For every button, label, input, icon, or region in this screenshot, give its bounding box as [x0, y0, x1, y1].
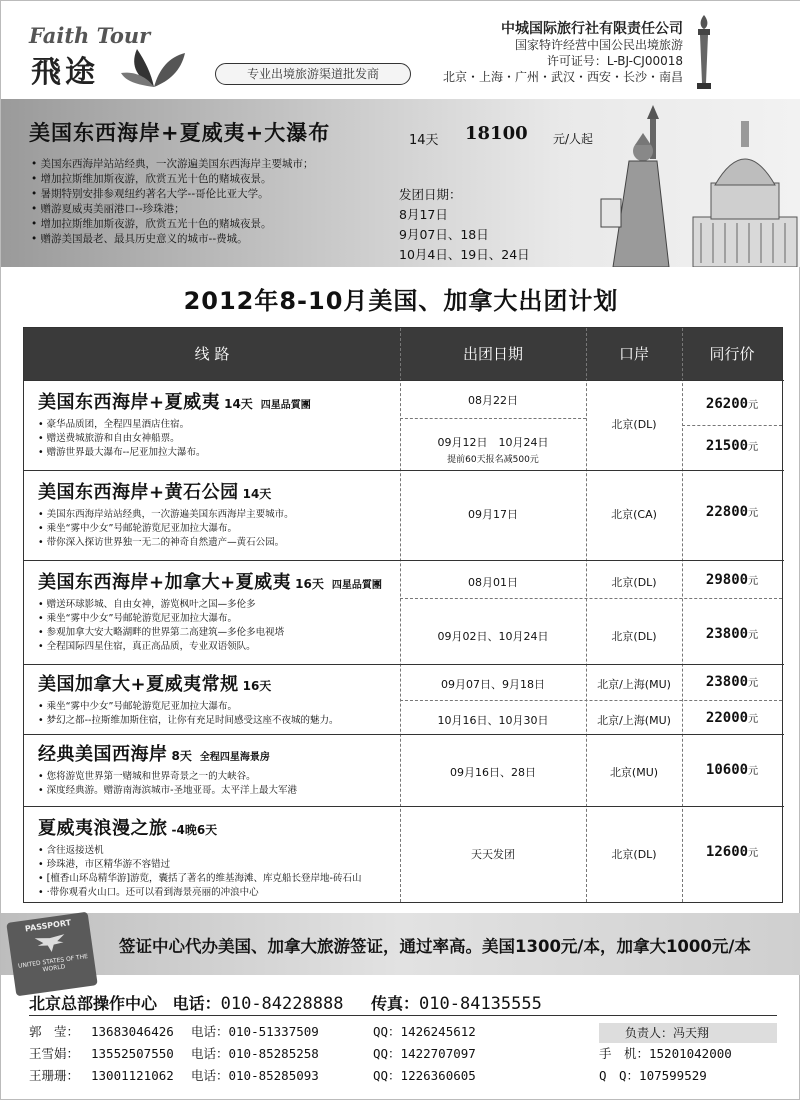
- route-days: 16天: [242, 679, 272, 693]
- manager-label: 负责人：冯天翔: [599, 1023, 777, 1043]
- manager-contact: [599, 1043, 732, 1087]
- departure-port-cell: 北京(DL): [611, 418, 657, 431]
- departure-date-cell: 08月01日: [468, 576, 518, 589]
- price-cell: [682, 572, 782, 588]
- header: [1, 1, 800, 99]
- row-divider: [24, 806, 784, 807]
- staff-row: [29, 1065, 476, 1087]
- route-highlights: [38, 770, 297, 798]
- price-cell: [682, 762, 782, 778]
- staff-row: [29, 1021, 476, 1043]
- departure-date-cell: 09月17日: [468, 508, 518, 521]
- route-highlight: • 赠送费城旅游和自由女神船票。: [38, 432, 311, 446]
- staff-mobile: 13552507550: [91, 1046, 174, 1061]
- departure-date-cell: 09月16日、28日: [450, 766, 536, 779]
- price-cell: [682, 844, 782, 860]
- staff-contacts: [29, 1021, 476, 1087]
- route-highlights: [38, 844, 361, 900]
- departure-port-cell: 北京(DL): [611, 576, 657, 589]
- featured-tour-price-unit: 元/人起: [553, 132, 594, 146]
- staff-qq: QQ：1426245612: [373, 1024, 476, 1039]
- logo-english: Faith Tour: [29, 23, 151, 48]
- column-divider: [400, 328, 401, 902]
- route-highlight: • 乘坐“雾中少女”号邮轮游览尼亚加拉大瀑布。: [38, 700, 338, 714]
- license-number: 许可证号：L-BJ-CJ00018: [546, 54, 683, 68]
- price-value: 23800: [705, 626, 749, 642]
- company-info: [443, 21, 683, 85]
- phone-number: 010-84228888: [220, 994, 344, 1014]
- headquarters-name: 北京总部操作中心: [29, 994, 158, 1013]
- price-value: 21500: [705, 438, 749, 454]
- staff-phone: 电话：010-85285258: [191, 1046, 319, 1061]
- passport-sub: UNITED STATES OF THE WORLD: [17, 953, 89, 974]
- price-cell: [682, 674, 782, 690]
- price-value: 23800: [705, 674, 749, 690]
- route-days: -4晚6天: [171, 823, 218, 837]
- departure-date-cell: 08月22日: [468, 394, 518, 407]
- route-title: 经典美国西海岸: [38, 744, 168, 765]
- route-title: 美国东西海岸+黄石公园: [38, 482, 239, 503]
- route-highlights: [38, 598, 382, 654]
- visa-service-banner: [1, 913, 800, 975]
- route-title: 美国东西海岸+夏威夷: [38, 392, 221, 413]
- price-currency: 元: [748, 576, 759, 587]
- route-row-6: [38, 814, 361, 900]
- route-highlight: • 带你深入探访世界独一无二的神奇自然遗产—黄石公园。: [38, 536, 294, 550]
- route-highlight: • 乘坐“雾中少女”号邮轮游览尼亚加拉大瀑布。: [38, 522, 294, 536]
- leaf-logo-icon: [119, 39, 189, 89]
- route-highlights: [38, 508, 294, 550]
- departure-date-cell: 天天发团: [471, 848, 515, 861]
- route-title: 美国东西海岸+加拿大+夏威夷: [38, 572, 292, 593]
- departure-port-cell: 北京(CA): [611, 508, 657, 521]
- route-highlight: • 赠送环球影城、自由女神，游览枫叶之国—多伦多: [38, 598, 382, 612]
- route-tag: 四星品質團: [331, 580, 382, 591]
- branch-cities: 北京・上海・广州・武汉・西安・长沙・南昌: [442, 70, 683, 84]
- route-highlight: • 全程国际四星住宿，真正高品质，专业双语领队。: [38, 640, 382, 654]
- fax-label: 传真：: [371, 994, 420, 1013]
- featured-tour-highlights: [31, 157, 314, 247]
- departure-date: 9月07日、18日: [399, 227, 489, 242]
- row-divider: [24, 734, 784, 735]
- route-highlight: • 珍珠港，市区精华游不容错过: [38, 858, 361, 872]
- staff-row: [29, 1043, 476, 1065]
- highlight-item: • 增加拉斯维加斯夜游，欣赏五光十色的赌城夜景。: [31, 217, 314, 232]
- staff-phone: 电话：010-51337509: [191, 1024, 319, 1039]
- price-value: 10600: [705, 762, 749, 778]
- price-value: 22800: [705, 504, 749, 520]
- route-highlight: • 赠游世界最大瀑布--尼亚加拉大瀑布。: [38, 446, 311, 460]
- subrow-divider: [400, 700, 782, 701]
- route-title: 美国加拿大+夏威夷常规: [38, 674, 239, 695]
- column-header-port: 口岸: [586, 328, 682, 380]
- price-currency: 元: [748, 508, 759, 519]
- route-highlight: • 美国东西海岸站站经典，一次游遍美国东西海岸主要城市。: [38, 508, 294, 522]
- visa-service-text: 签证中心代办美国、加拿大旅游签证，通过率高。美国1300元/本，加拿大1000元/本: [119, 937, 751, 956]
- passport-label: PASSPORT: [24, 918, 72, 934]
- subrow-divider: [400, 418, 586, 419]
- route-days: 16天: [295, 577, 324, 591]
- departure-port-cell: 北京(DL): [611, 630, 657, 643]
- departure-dates-label: 发团日期：: [399, 187, 462, 202]
- featured-tour-banner: [1, 99, 800, 267]
- price-currency: 元: [748, 630, 759, 641]
- route-highlight: • 参观加拿大安大略湖畔的世界第二高建筑—多伦多电视塔: [38, 626, 382, 640]
- departure-port-cell: 北京/上海(MU): [597, 678, 671, 691]
- manager-mobile: 手 机：15201042000: [599, 1046, 732, 1061]
- route-title: 夏威夷浪漫之旅: [38, 818, 168, 839]
- departure-port-cell: 北京/上海(MU): [597, 714, 671, 727]
- column-divider: [682, 328, 683, 902]
- column-header-price: 同行价: [682, 328, 782, 380]
- route-days: 8天: [171, 749, 192, 763]
- company-name: 中城国际旅行社有限责任公司: [501, 21, 683, 37]
- price-cell: [682, 396, 782, 412]
- headquarters-contact: [29, 991, 542, 1014]
- highlight-item: • 赠游夏威夷美丽港口--珍珠港；: [31, 202, 314, 217]
- early-booking-note: 提前60天报名减500元: [447, 455, 539, 465]
- price-cell: [682, 710, 782, 726]
- price-currency: 元: [748, 442, 759, 453]
- route-highlights: [38, 700, 338, 728]
- route-days: 14天: [224, 397, 253, 411]
- price-value: 22000: [705, 710, 749, 726]
- phone-label: 电话：: [172, 994, 221, 1013]
- featured-tour-price: 18100: [465, 123, 528, 144]
- departure-date: 8月17日: [399, 207, 448, 222]
- route-tag: 四星品質團: [260, 400, 311, 411]
- price-currency: 元: [748, 714, 759, 725]
- route-highlight: • 豪华品质团，全程四星酒店住宿。: [38, 418, 311, 432]
- route-highlight: • 含往返接送机: [38, 844, 361, 858]
- route-highlight: • 您将游览世界第一赌城和世界奇景之一的大峡谷。: [38, 770, 297, 784]
- logo-chinese: 飛途: [31, 55, 99, 90]
- route-highlight: • [檀香山环岛精华游]游览，囊括了著名的维基海滩、库克船长登岸地-砖石山: [38, 872, 361, 886]
- highlight-item: • 美国东西海岸站站经典，一次游遍美国东西海岸主要城市；: [31, 157, 314, 172]
- subrow-divider: [682, 425, 782, 426]
- column-divider: [586, 328, 587, 902]
- route-row-3: [38, 568, 382, 654]
- staff-name: 郭 莹：: [29, 1024, 80, 1039]
- price-currency: 元: [748, 766, 759, 777]
- tour-schedule-table: [23, 327, 783, 903]
- departure-port-cell: 北京(DL): [611, 848, 657, 861]
- row-divider: [24, 470, 784, 471]
- column-header-dates: 出团日期: [400, 328, 586, 380]
- departure-date-cell: 09月07日、9月18日: [441, 678, 545, 691]
- route-highlights: [38, 418, 311, 460]
- price-value: 12600: [705, 844, 749, 860]
- staff-qq: QQ：1422707097: [373, 1046, 476, 1061]
- route-tag: 全程四星海景房: [199, 752, 270, 763]
- eagle-icon: [32, 932, 68, 955]
- price-value: 29800: [705, 572, 749, 588]
- staff-name: 王珊珊：: [29, 1068, 80, 1083]
- price-cell: [682, 504, 782, 520]
- manager-qq: Q Q：107599529: [599, 1068, 707, 1083]
- featured-tour-days: 14天: [409, 133, 439, 148]
- route-row-2: [38, 478, 294, 550]
- staff-name: 王雪娟：: [29, 1046, 80, 1061]
- departure-date-cell: 09月12日 10月24日: [437, 436, 549, 449]
- route-highlight: • 深度经典游。赠游南海滨城市-圣地亚哥。太平洋上最大军港: [38, 784, 297, 798]
- torch-icon: [691, 13, 717, 93]
- staff-qq: QQ：1226360605: [373, 1068, 476, 1083]
- featured-tour-title: 美国东西海岸+夏威夷+大瀑布: [29, 121, 331, 145]
- subrow-divider: [400, 598, 782, 599]
- departure-date: 10月4日、19日、24日: [399, 247, 530, 262]
- row-divider: [24, 380, 784, 381]
- price-value: 26200: [705, 396, 749, 412]
- fax-number: 010-84135555: [419, 994, 542, 1014]
- highlight-item: • 暑期特别安排参观纽约著名大学--哥伦比亚大学。: [31, 187, 314, 202]
- passport-illustration: [6, 912, 98, 997]
- price-cell: [682, 438, 782, 454]
- route-highlight: • ·带你观看火山口。还可以看到海景亮丽的冲浪中心: [38, 886, 361, 900]
- column-header-route: 线 路: [24, 328, 400, 380]
- footer-divider: [29, 1015, 777, 1016]
- price-currency: 元: [748, 678, 759, 689]
- departure-dates: [399, 185, 530, 265]
- staff-phone: 电话：010-85285093: [191, 1068, 319, 1083]
- statue-of-liberty-capitol-illustration: [573, 99, 800, 267]
- price-cell: [682, 626, 782, 642]
- price-currency: 元: [748, 848, 759, 859]
- departure-port-cell: 北京(MU): [609, 766, 659, 779]
- highlight-item: • 增加拉斯维加斯夜游，欣赏五光十色的赌城夜景。: [31, 172, 314, 187]
- row-divider: [24, 560, 784, 561]
- route-days: 14天: [242, 487, 272, 501]
- departure-date-cell: 10月16日、10月30日: [437, 714, 549, 727]
- row-divider: [24, 664, 784, 665]
- price-currency: 元: [748, 400, 759, 411]
- route-highlight: • 梦幻之都--拉斯维加斯住宿，让你有充足时间感受这座不夜城的魅力。: [38, 714, 338, 728]
- route-row-4: [38, 670, 338, 728]
- route-row-5: [38, 740, 297, 798]
- staff-mobile: 13683046426: [91, 1024, 174, 1039]
- licensed-text: 国家特许经营中国公民出境旅游: [514, 38, 683, 52]
- staff-mobile: 13001121062: [91, 1068, 174, 1083]
- plan-title: 2012年8-10月美国、加拿大出团计划: [183, 287, 619, 315]
- highlight-item: • 赠游美国最老、最具历史意义的城市--费城。: [31, 232, 314, 247]
- departure-date-cell: 09月02日、10月24日: [437, 630, 549, 643]
- slogan: 专业出境旅游渠道批发商: [215, 63, 411, 85]
- route-highlight: • 乘坐“雾中少女”号邮轮游览尼亚加拉大瀑布。: [38, 612, 382, 626]
- route-row-1: [38, 388, 311, 460]
